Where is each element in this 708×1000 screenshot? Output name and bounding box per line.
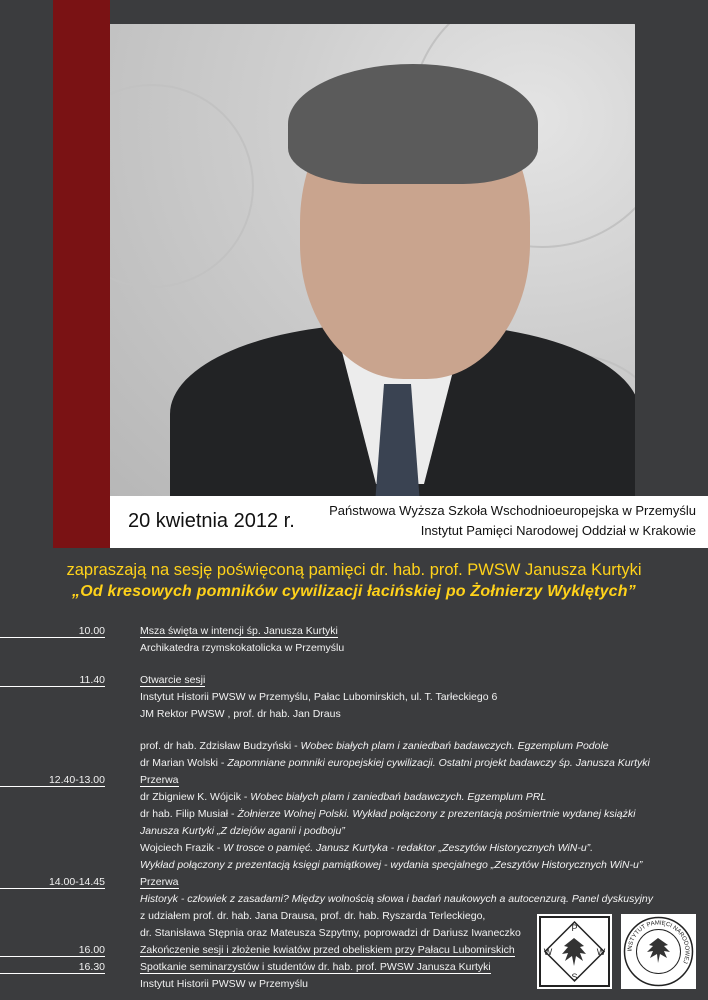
- program-text: [140, 842, 593, 854]
- background-seal-shape: [110, 84, 254, 288]
- time-label: 10.00: [0, 625, 105, 638]
- lecture-title: Zapomniane pomniki europejskiej cywilizacji. Ostatni projekt badawczy śp. Janusza Kurtyki: [227, 757, 650, 769]
- program-event: Przerwa: [140, 876, 179, 888]
- portrait-photo: [110, 24, 635, 496]
- lecture-title: Wobec białych plam i zaniedbań badawczych. Egzemplum Podole: [300, 740, 609, 752]
- pwsw-letter: W: [596, 947, 606, 957]
- invitation-line: zapraszają na sesję poświęconą pamięci dr. hab. prof. PWSW Janusza Kurtyki: [66, 561, 642, 579]
- speaker: dr Marian Wolski -: [140, 757, 228, 769]
- program-text: dr. Stanisława Stępnia oraz Mateusza Szpytmy, poprowadzi dr Dariusz Iwaneczko: [140, 927, 521, 939]
- speaker: Wojciech Frazik -: [140, 842, 224, 854]
- event-date: 20 kwietnia 2012 r.: [128, 510, 295, 532]
- pwsw-letter: S: [571, 972, 578, 982]
- program-event: Msza święta w intencji śp. Janusza Kurtyki: [140, 625, 338, 637]
- pwsw-letter: P: [571, 923, 578, 933]
- lecture-title: W trosce o pamięć. Janusz Kurtyka - redaktor „Zeszytów Historycznych WiN-u”.: [223, 842, 594, 854]
- session-title: „Od kresowych pomników cywilizacji łacińskiej po Żołnierzy Wyklętych”: [72, 583, 636, 600]
- ipn-logo: [621, 914, 696, 989]
- time-label: 12.40-13.00: [0, 774, 105, 787]
- red-vertical-bar: [53, 0, 110, 548]
- program-text: Wykład połączony z prezentacją księgi pamiątkowej - wydania specjalnego „Zeszytów Historycznych WiN-u”: [140, 859, 643, 871]
- lecture-title: Wobec białych plam i zaniedbań badawczych. Egzemplum PRL: [250, 791, 547, 803]
- program-text: Historyk - człowiek z zasadami? Między wolnością słowa i badań naukowych a autocenzurą. Panel dyskusyjny: [140, 893, 653, 905]
- program-event: Przerwa: [140, 774, 179, 786]
- institution-pwsw: Państwowa Wyższa Szkoła Wschodnioeuropejska w Przemyślu: [329, 503, 696, 518]
- program-event: Otwarcie sesji: [140, 674, 206, 686]
- program-text: [140, 757, 650, 769]
- pwsw-letter: W: [543, 947, 553, 957]
- program-text: JM Rektor PWSW , prof. dr hab. Jan Draus: [140, 708, 341, 720]
- time-label: 16.00: [0, 944, 105, 957]
- speaker: dr Zbigniew K. Wójcik -: [140, 791, 251, 803]
- institution-ipn: Instytut Pamięci Narodowej Oddział w Krakowie: [420, 523, 696, 538]
- time-label: 11.40: [0, 674, 105, 687]
- pwsw-emblem-icon: [537, 914, 612, 989]
- program-text: [140, 791, 546, 803]
- speaker: prof. dr hab. Zdzisław Budzyński -: [140, 740, 301, 752]
- lecture-title: Żołnierze Wolnej Polski. Wykład połączony z prezentacją pośmiertnie wydanej książki: [237, 808, 636, 820]
- institutions: [329, 501, 696, 541]
- time-label: 14.00-14.45: [0, 876, 105, 889]
- ipn-seal-icon: [621, 914, 696, 989]
- program-text: Janusza Kurtyki „Z dziejów aganii i podboju”: [140, 825, 345, 837]
- program-text: Instytut Historii PWSW w Przemyślu, Pałac Lubomirskich, ul. T. Tarłeckiego 6: [140, 691, 498, 703]
- program-event: Spotkanie seminarzystów i studentów dr. hab. prof. PWSW Janusza Kurtyki: [140, 961, 491, 973]
- program-event: Zakończenie sesji i złożenie kwiatów przed obeliskiem przy Pałacu Lubomirskich: [140, 944, 515, 956]
- program-text: Archikatedra rzymskokatolicka w Przemyślu: [140, 642, 345, 654]
- pwsw-logo: [537, 914, 612, 989]
- program-text: [140, 740, 609, 752]
- program-text: [140, 808, 635, 820]
- program-text: z udziałem prof. dr. hab. Jana Drausa, prof. dr. hab. Ryszarda Terleckiego,: [140, 910, 486, 922]
- ipn-ring-text: INSTYTUT PAMIĘCI NARODOWEJ: [627, 920, 690, 965]
- speaker: dr hab. Filip Musiał -: [140, 808, 238, 820]
- time-label: 16.30: [0, 961, 105, 974]
- hair-shape: [288, 64, 538, 184]
- program-text: Instytut Historii PWSW w Przemyślu: [140, 978, 309, 990]
